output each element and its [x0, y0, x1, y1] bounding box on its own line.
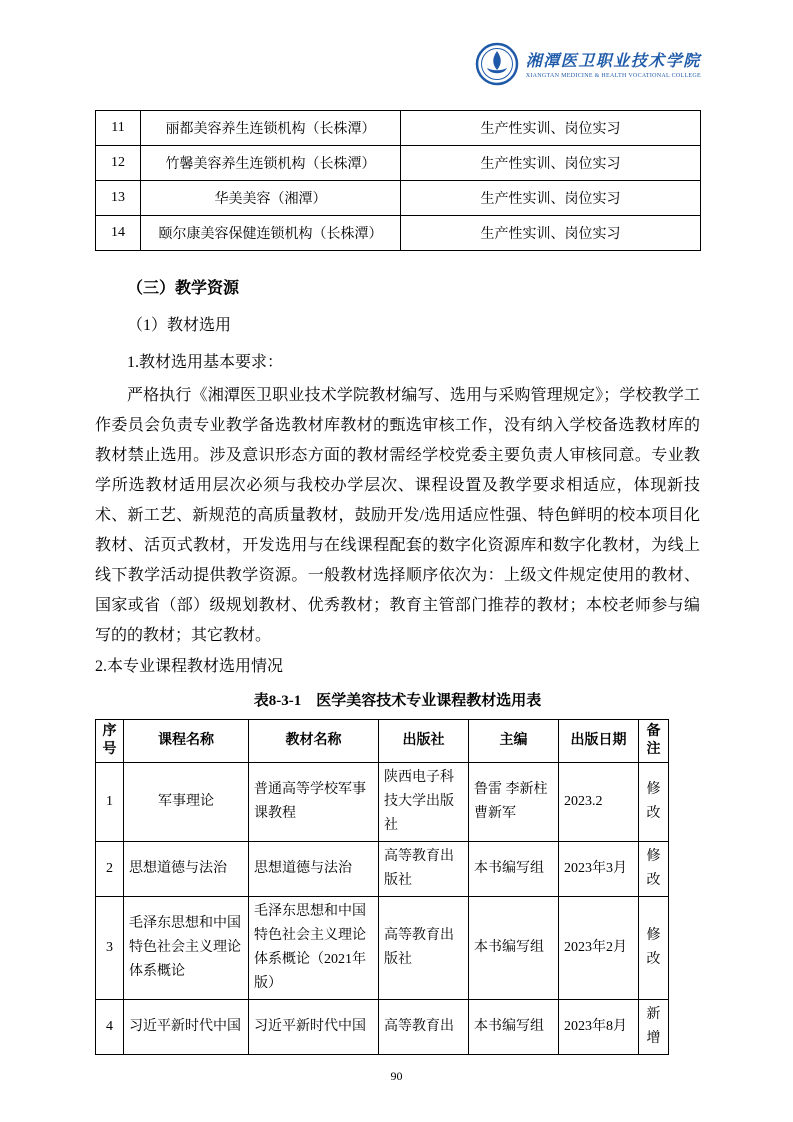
table-row — [96, 216, 701, 251]
training-type: 生产性实训、岗位实习 — [401, 111, 701, 146]
cell-publisher: 陕西电子科技大学出版社 — [379, 763, 469, 842]
header-editor: 主编 — [469, 720, 559, 763]
table-row — [96, 181, 701, 216]
cell-editor: 本书编写组 — [469, 897, 559, 1000]
cell-publisher: 高等教育出 — [379, 1000, 469, 1055]
cell-book: 普通高等学校军事课教程 — [249, 763, 379, 842]
table-caption: 表8-3-1 医学美容技术专业课程教材选用表 — [253, 693, 542, 709]
cell-book: 思想道德与法治 — [249, 842, 379, 897]
cell-publisher: 高等教育出版社 — [379, 897, 469, 1000]
row-number: 13 — [96, 181, 141, 216]
cell-editor: 鲁雷 李新柱 曹新军 — [469, 763, 559, 842]
cell-no: 3 — [96, 897, 124, 1000]
cell-no: 4 — [96, 1000, 124, 1055]
org-name: 华美美容（湘潭） — [141, 181, 401, 216]
cell-date: 2023年8月 — [559, 1000, 639, 1055]
cell-editor: 本书编写组 — [469, 842, 559, 897]
partner-table — [95, 110, 701, 251]
cell-date: 2023.2 — [559, 763, 639, 842]
header-date: 出版日期 — [559, 720, 639, 763]
header-book: 教材名称 — [249, 720, 379, 763]
row-number: 11 — [96, 111, 141, 146]
subsection-3: 2.本专业课程教材选用情况 — [95, 658, 284, 675]
cell-note: 修改 — [639, 842, 669, 897]
subsection-2: 1.教材选用基本要求： — [127, 354, 284, 371]
row-number: 14 — [96, 216, 141, 251]
cell-no: 1 — [96, 763, 124, 842]
cell-book: 习近平新时代中国 — [249, 1000, 379, 1055]
header-no: 序号 — [96, 720, 124, 763]
training-type: 生产性实训、岗位实习 — [401, 146, 701, 181]
cell-date: 2023年3月 — [559, 842, 639, 897]
cell-book: 毛泽东思想和中国特色社会主义理论体系概论（2021年版） — [249, 897, 379, 1000]
cell-date: 2023年2月 — [559, 897, 639, 1000]
header-course: 课程名称 — [124, 720, 249, 763]
cell-course: 思想道德与法治 — [124, 842, 249, 897]
page-number: 90 — [390, 1069, 403, 1083]
table-header-row — [96, 720, 669, 763]
section-heading: （三）教学资源 — [127, 280, 240, 297]
cell-editor: 本书编写组 — [469, 1000, 559, 1055]
header-note: 备注 — [639, 720, 669, 763]
table-row — [96, 897, 669, 1000]
cell-course: 习近平新时代中国 — [124, 1000, 249, 1055]
cell-no: 2 — [96, 842, 124, 897]
training-type: 生产性实训、岗位实习 — [401, 181, 701, 216]
org-name: 颐尔康美容保健连锁机构（长株潭） — [141, 216, 401, 251]
body-paragraph: 严格执行《湘潭医卫职业技术学院教材编写、选用与采购管理规定》；学校教学工作委员会负责专业教学备选教材库教材的甄选审核工作，没有纳入学校备选教材库的教材禁止选用。涉及意识形态方面的教材需经学校党委主要负责人审核同意。专业教学所选教材适用层次必须与我校办学层次、课程设置及教学要求相适应，体现新技术、新工艺、新规范的高质量教材，鼓励开发/选用适应性强、特色鲜明的校本项目化教材、活页式教材，开发选用与在线课程配套的数字化资源库和数字化教材，为线上线下教学活动提供教学资源。一般教材选择顺序依次为：上级文件规定使用的教材、国家或省（部）级规划教材、优秀教材；教育主管部门推荐的教材；本校老师参与编写的的教材；其它教材。 — [95, 387, 700, 644]
document-content — [95, 0, 700, 1055]
table-row — [96, 1000, 669, 1055]
subsection-1: （1）教材选用 — [127, 317, 232, 334]
training-type: 生产性实训、岗位实习 — [401, 216, 701, 251]
textbook-table — [95, 719, 669, 1055]
cell-note: 修改 — [639, 763, 669, 842]
org-name: 丽都美容养生连锁机构（长株潭） — [141, 111, 401, 146]
table-row — [96, 842, 669, 897]
cell-note: 新增 — [639, 1000, 669, 1055]
table-row — [96, 146, 701, 181]
college-name-cn: 湘潭医卫职业技术学院 — [525, 52, 701, 70]
cell-note: 修改 — [639, 897, 669, 1000]
header-publisher: 出版社 — [379, 720, 469, 763]
table-row — [96, 111, 701, 146]
college-name-en: XIANGTAN MEDICINE & HEALTH VOCATIONAL COLLEGE — [525, 73, 701, 80]
cell-publisher: 高等教育出版社 — [379, 842, 469, 897]
row-number: 12 — [96, 146, 141, 181]
org-name: 竹馨美容养生连锁机构（长株潭） — [141, 146, 401, 181]
cell-course: 毛泽东思想和中国特色社会主义理论体系概论 — [124, 897, 249, 1000]
table-row — [96, 763, 669, 842]
cell-course: 军事理论 — [124, 763, 249, 842]
